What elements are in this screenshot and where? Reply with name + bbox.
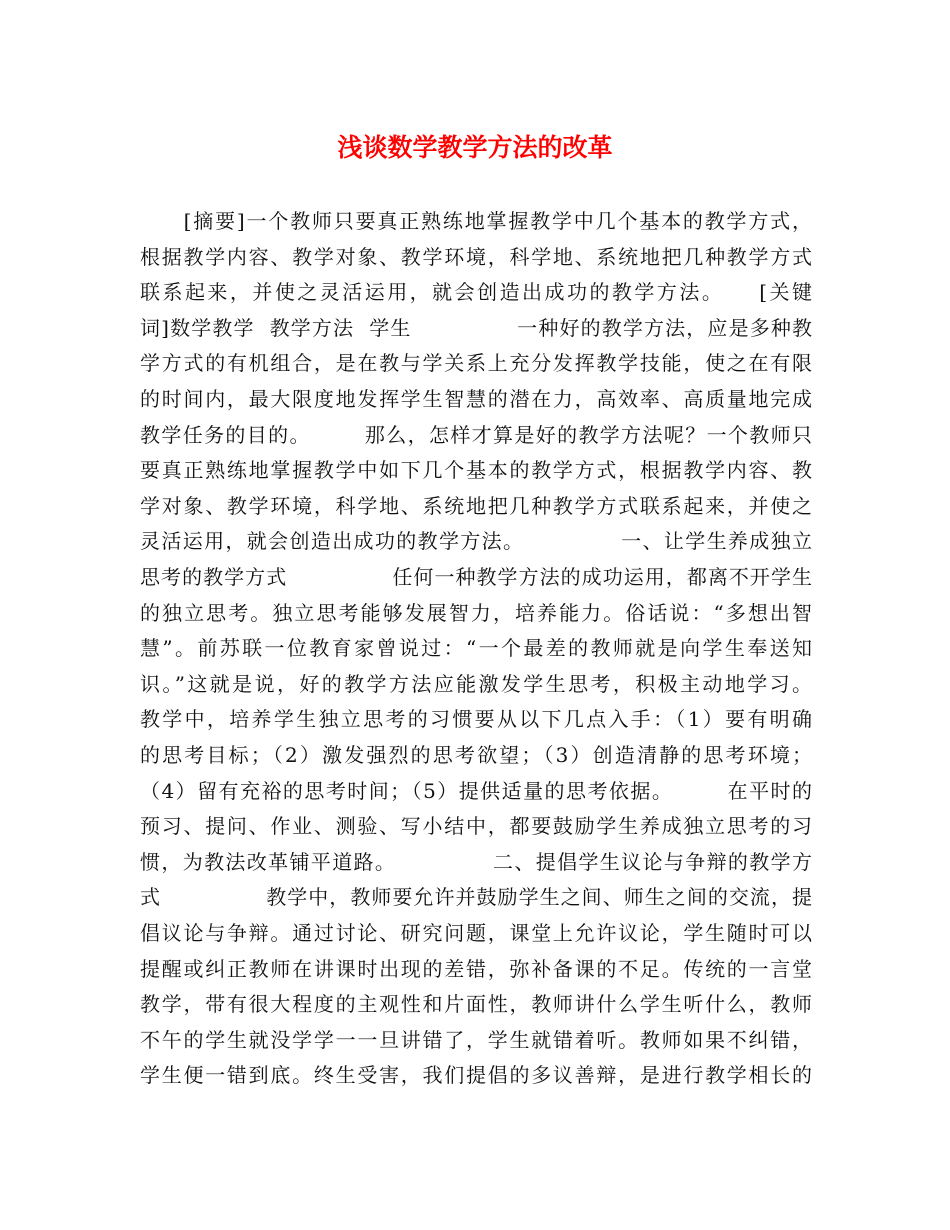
body-text-line: 提醒或纠正教师在讲课时出现的差错，弥补备课的不足。传统的一言堂: [140, 956, 812, 981]
document-title: 浅谈数学教学方法的改革: [337, 133, 613, 162]
body-text-line: 式 教学中，教师要允许并鼓励学生之间、师生之间的交流，提: [140, 885, 812, 910]
body-text-line: 教学中，培养学生独立思考的习惯要从以下几点入手：（1）要有明确: [140, 707, 812, 732]
body-text-line: 慧”。前苏联一位教育家曾说过：“一个最差的教师就是向学生奉送知: [140, 636, 812, 661]
body-text-line: 的思考目标；（2）激发强烈的思考欲望；（3）创造清静的思考环境；: [140, 743, 812, 767]
body-text-line: 学对象、教学环境，科学地、系统地把几种教学方式联系起来，并使之: [140, 493, 812, 518]
body-text-line: 学生便一错到底。终生受害，我们提倡的多议善辩，是进行教学相长的: [140, 1063, 812, 1088]
body-text-line: 倡议论与争辩。通过讨论、研究问题，课堂上允许议论，学生随时可以: [140, 921, 812, 945]
body-text-line: 要真正熟练地掌握教学中如下几个基本的教学方式，根据教学内容、教: [140, 458, 812, 483]
body-text-line: 联系起来，并使之灵活运用，就会创造出成功的教学方法。 [关键: [140, 280, 812, 305]
body-text-line: 教学任务的目的。 那么，怎样才算是好的教学方法呢？一个教师只: [140, 422, 812, 447]
body-text-line: 根据教学内容、教学对象、教学环境，科学地、系统地把几种教学方式: [140, 244, 812, 269]
body-text-line: （4）留有充裕的思考时间；（5）提供适量的思考依据。 在平时的: [140, 778, 812, 803]
body-text-line: 预习、提问、作业、测验、写小结中，都要鼓励学生养成独立思考的习: [140, 814, 812, 839]
body-text-line: 学方式的有机组合，是在教与学关系上充分发挥教学技能，使之在有限: [140, 351, 812, 376]
body-text-line: 惯，为教法改革铺平道路。 二、提倡学生议论与争辩的教学方: [140, 849, 812, 874]
body-text-line: 的独立思考。独立思考能够发展智力，培养能力。俗话说：“多想出智: [140, 600, 812, 625]
body-text-line: 不午的学生就没学学一一旦讲错了，学生就错着听。教师如果不纠错，: [140, 1027, 812, 1052]
body-text-line: 灵活运用，就会创造出成功的教学方法。 一、让学生养成独立: [140, 529, 812, 554]
body-text-line: 识。”这就是说，好的教学方法应能激发学生思考，积极主动地学习。: [140, 671, 812, 696]
body-text-line: 思考的教学方式 任何一种教学方法的成功运用，都离不开学生: [140, 565, 812, 589]
body-text-line: 词]数学教学 教学方法 学生 一种好的教学方法，应是多种教: [140, 315, 812, 340]
body-text-line: 的时间内，最大限度地发挥学生智慧的潜在力，高效率、高质量地完成: [140, 387, 812, 411]
body-text-line: 教学，带有很大程度的主观性和片面性，教师讲什么学生听什么，教师: [140, 992, 812, 1017]
body-text-line: [摘要]一个教师只要真正熟练地掌握教学中几个基本的教学方式，: [140, 209, 812, 233]
